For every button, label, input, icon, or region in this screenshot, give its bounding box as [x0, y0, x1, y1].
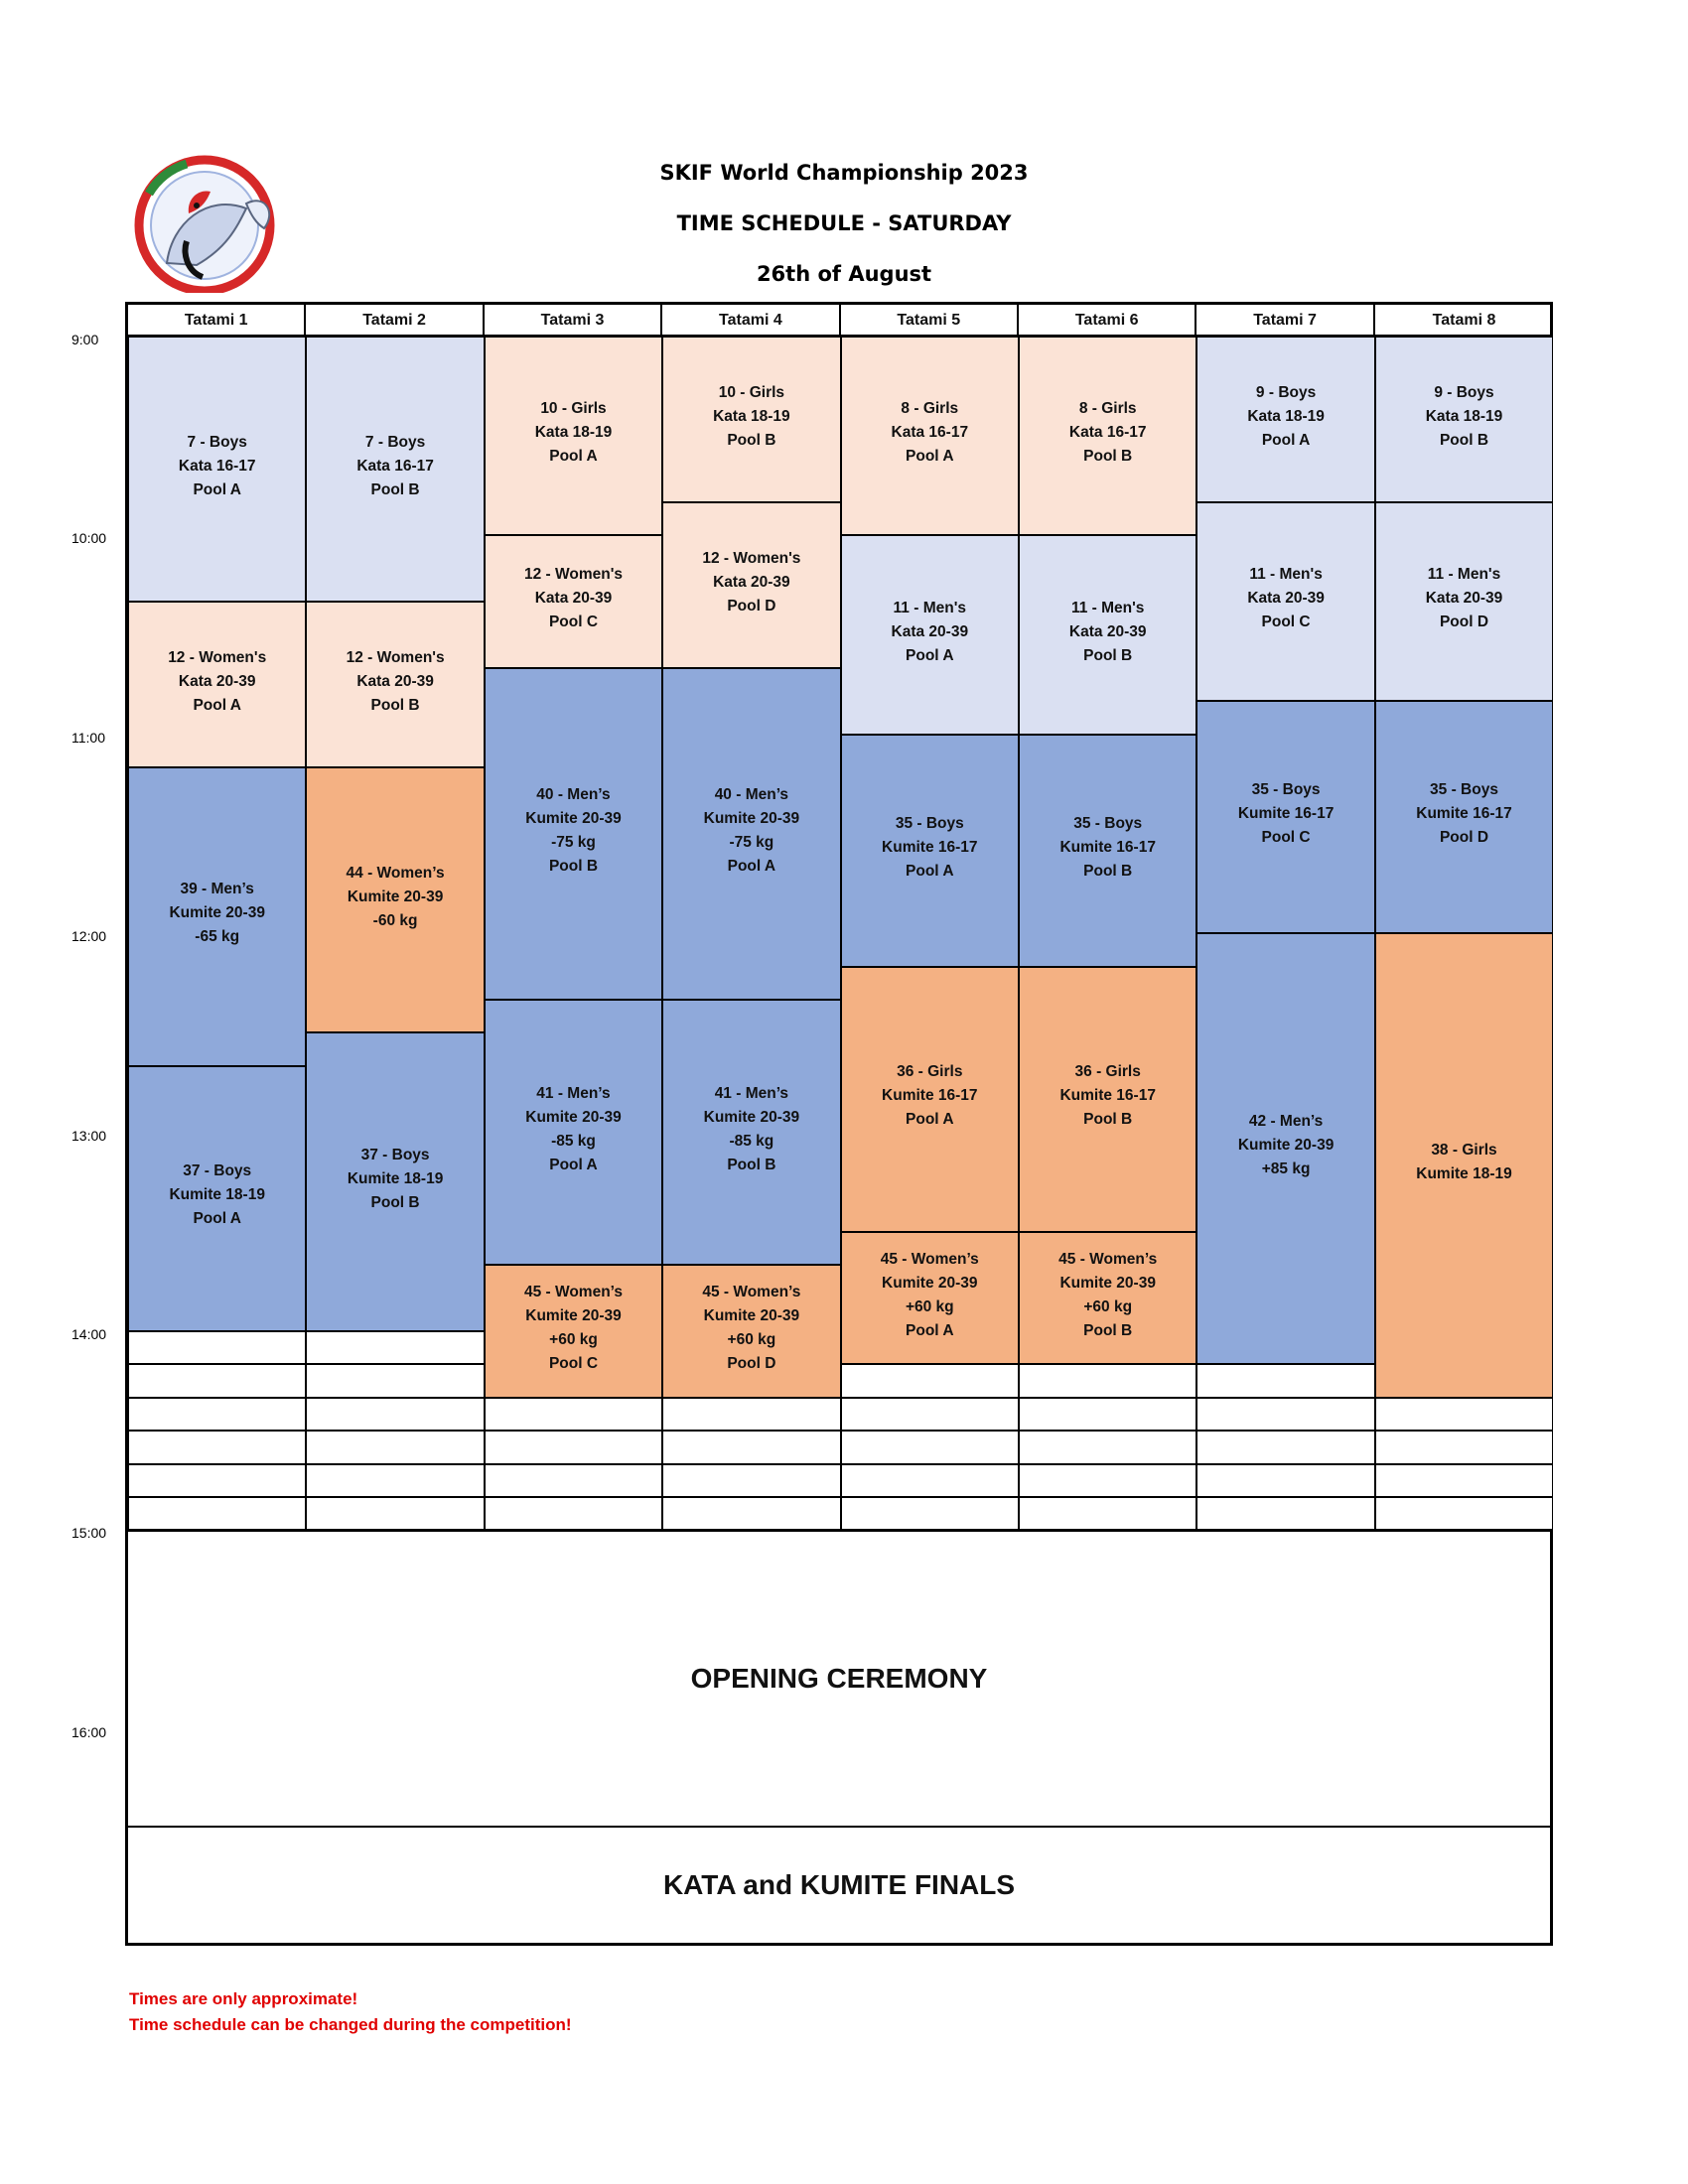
event-line: 35 - Boys — [1073, 814, 1143, 832]
event-line: -75 kg — [729, 834, 774, 851]
event-line: Kata 20-39 — [891, 622, 969, 640]
opening-ceremony-row: OPENING CEREMONY — [128, 1530, 1550, 1826]
empty-slot — [485, 1497, 662, 1530]
event-line: Kata 20-39 — [1425, 590, 1503, 608]
event-line: -75 kg — [551, 834, 596, 851]
time-label: 9:00 — [71, 332, 99, 347]
event-line: 45 - Women’s — [523, 1283, 624, 1300]
event-line: 36 - Girls — [897, 1063, 963, 1081]
empty-slot — [1196, 1398, 1374, 1431]
event-line: Kumite 20-39 — [525, 1306, 622, 1324]
event-block-tatami-5 — [841, 1232, 1019, 1365]
event-line: 35 - Boys — [1430, 781, 1498, 799]
event-line: Kumite 18-19 — [1416, 1164, 1512, 1182]
event-line: 40 - Men’s — [536, 786, 611, 803]
event-line: Pool B — [1083, 646, 1133, 664]
event-line: 12 - Women's — [702, 549, 801, 567]
event-block-tatami-8 — [1375, 337, 1553, 502]
empty-slot — [128, 1364, 306, 1397]
event-block-tatami-2 — [306, 1032, 484, 1331]
page-date: 26th of August — [756, 262, 932, 286]
event-line: 12 - Women's — [346, 648, 445, 666]
empty-slot — [306, 1331, 484, 1364]
empty-slot — [485, 1431, 662, 1463]
empty-slot — [128, 1497, 306, 1530]
event-block-tatami-6 — [1019, 967, 1196, 1232]
note-changeable: Time schedule can be changed during the competition! — [129, 2015, 572, 2034]
championship-logo — [127, 154, 296, 293]
empty-slot — [306, 1398, 484, 1431]
event-block-tatami-4 — [662, 1265, 840, 1398]
event-block-tatami-7 — [1196, 701, 1374, 933]
event-line: Kumite 20-39 — [882, 1274, 978, 1292]
event-line: Kumite 20-39 — [703, 1306, 800, 1324]
event-line: 9 - Boys — [1255, 383, 1317, 401]
empty-slot — [1375, 1398, 1553, 1431]
event-line: Pool A — [1261, 431, 1311, 449]
empty-slot — [841, 1497, 1019, 1530]
event-line: Kumite 20-39 — [347, 887, 444, 905]
empty-slot — [128, 1431, 306, 1463]
event-line: 44 - Women’s — [346, 864, 445, 882]
event-line: Pool A — [727, 858, 776, 875]
event-line: Pool B — [370, 480, 420, 498]
event-line: Pool A — [906, 448, 954, 466]
event-line: 11 - Men's — [1070, 599, 1145, 616]
time-label: 13:00 — [71, 1127, 107, 1144]
empty-slot — [841, 1431, 1019, 1463]
event-block-tatami-2 — [306, 602, 484, 767]
event-line: Kumite 20-39 — [169, 904, 265, 922]
event-line: 10 - Girls — [540, 400, 607, 418]
event-block-tatami-8 — [1375, 502, 1553, 701]
time-label: 14:00 — [71, 1326, 107, 1342]
event-line: 39 - Men’s — [180, 881, 254, 898]
event-line: Pool C — [548, 1354, 599, 1372]
event-line: Kumite 16-17 — [1059, 838, 1156, 856]
event-line: Pool B — [727, 431, 776, 449]
event-line: 37 - Boys — [183, 1162, 252, 1180]
event-line: 10 - Girls — [718, 383, 785, 401]
event-line: 35 - Boys — [895, 814, 964, 832]
event-line: Kata 18-19 — [534, 424, 613, 442]
empty-slot — [1375, 1464, 1553, 1497]
event-block-tatami-1 — [128, 602, 306, 767]
header-tatami-2: Tatami 2 — [306, 305, 484, 337]
event-block-tatami-2 — [306, 767, 484, 1032]
event-line: 11 - Men's — [1249, 566, 1323, 584]
event-line: Pool A — [193, 1210, 241, 1228]
event-block-tatami-1 — [128, 337, 306, 602]
empty-slot — [662, 1464, 840, 1497]
empty-slot — [1375, 1497, 1553, 1530]
event-line: Kumite 16-17 — [1059, 1087, 1156, 1105]
page-subtitle: TIME SCHEDULE - SATURDAY — [676, 211, 1012, 235]
event-line: Pool A — [906, 1321, 954, 1339]
empty-slot — [128, 1331, 306, 1364]
event-block-tatami-7 — [1196, 337, 1374, 502]
event-block-tatami-2 — [306, 337, 484, 602]
event-line: Kata 20-39 — [356, 672, 434, 690]
event-line: Kata 20-39 — [1247, 590, 1325, 608]
empty-slot — [1019, 1497, 1196, 1530]
event-block-tatami-4 — [662, 337, 840, 502]
empty-slot — [485, 1464, 662, 1497]
event-line: Kumite 16-17 — [1237, 805, 1335, 823]
event-line: 42 - Men’s — [1248, 1113, 1324, 1131]
event-line: 35 - Boys — [1251, 781, 1321, 799]
note-approximate: Times are only approximate! — [129, 1989, 358, 2008]
event-line: +60 kg — [549, 1330, 598, 1348]
event-line: Pool D — [1439, 614, 1489, 631]
event-line: Kumite 18-19 — [169, 1186, 265, 1204]
finals-row: KATA and KUMITE FINALS — [128, 1826, 1550, 1943]
empty-slot — [306, 1464, 484, 1497]
empty-slot — [1019, 1364, 1196, 1397]
event-line: +60 kg — [1083, 1297, 1133, 1315]
event-block-tatami-6 — [1019, 337, 1196, 535]
schedule-grid — [125, 302, 1553, 1946]
header-tatami-4: Tatami 4 — [662, 305, 840, 337]
empty-slot — [1375, 1431, 1553, 1463]
event-block-tatami-3 — [485, 1265, 662, 1398]
time-label: 12:00 — [71, 928, 107, 945]
event-block-tatami-5 — [841, 735, 1019, 967]
empty-slot — [485, 1398, 662, 1431]
empty-slot — [1196, 1364, 1374, 1397]
event-line: Kumite 20-39 — [1237, 1137, 1335, 1155]
empty-slot — [662, 1497, 840, 1530]
header-tatami-1: Tatami 1 — [128, 305, 306, 337]
event-line: Pool A — [549, 1156, 598, 1173]
event-line: Pool B — [370, 696, 420, 714]
event-line: 11 - Men's — [1427, 566, 1501, 584]
event-line: Kumite 20-39 — [1059, 1274, 1156, 1292]
event-block-tatami-3 — [485, 337, 662, 535]
event-block-tatami-4 — [662, 1000, 840, 1265]
event-block-tatami-7 — [1196, 502, 1374, 701]
event-line: 7 - Boys — [187, 433, 247, 451]
event-block-tatami-6 — [1019, 1232, 1196, 1365]
event-block-tatami-1 — [128, 1066, 306, 1331]
event-line: 8 - Girls — [901, 400, 959, 418]
event-block-tatami-4 — [662, 502, 840, 668]
empty-slot — [306, 1364, 484, 1397]
event-block-tatami-8 — [1375, 701, 1553, 933]
event-line: 41 - Men’s — [536, 1084, 611, 1102]
event-block-tatami-7 — [1196, 933, 1374, 1364]
event-line: Kata 18-19 — [713, 407, 790, 425]
header-tatami-3: Tatami 3 — [485, 305, 662, 337]
event-line: 45 - Women’s — [880, 1250, 979, 1268]
event-line: 8 - Girls — [1078, 400, 1137, 418]
event-line: Kumite 16-17 — [1416, 805, 1512, 823]
event-line: 45 - Women’s — [702, 1283, 801, 1300]
event-line: Kata 16-17 — [1068, 424, 1147, 442]
empty-slot — [1019, 1464, 1196, 1497]
event-line: Kata 20-39 — [178, 672, 256, 690]
header-tatami-6: Tatami 6 — [1019, 305, 1196, 337]
event-line: +60 kg — [905, 1297, 954, 1315]
event-line: 40 - Men’s — [714, 786, 789, 803]
event-block-tatami-1 — [128, 767, 306, 1066]
event-line: +85 kg — [1261, 1160, 1311, 1178]
event-line: 41 - Men’s — [714, 1084, 789, 1102]
time-label: 10:00 — [71, 530, 107, 547]
event-line: Kata 20-39 — [1068, 622, 1147, 640]
event-line: Kumite 20-39 — [525, 810, 622, 827]
event-block-tatami-3 — [485, 668, 662, 1000]
event-line: Pool B — [1083, 448, 1133, 466]
empty-slot — [841, 1464, 1019, 1497]
empty-slot — [1196, 1431, 1374, 1463]
event-line: Kumite 16-17 — [882, 838, 978, 856]
event-line: Pool B — [1439, 431, 1489, 449]
empty-slot — [128, 1464, 306, 1497]
event-line: Kumite 20-39 — [703, 810, 800, 827]
header-tatami-7: Tatami 7 — [1196, 305, 1374, 337]
event-line: Pool C — [1261, 829, 1311, 847]
event-line: Pool A — [906, 646, 954, 664]
header-tatami-5: Tatami 5 — [841, 305, 1019, 337]
event-line: Pool A — [549, 448, 598, 466]
event-line: Pool B — [370, 1193, 420, 1211]
event-line: Kata 16-17 — [178, 457, 256, 475]
event-line: Pool A — [193, 480, 241, 498]
time-label: 15:00 — [71, 1525, 107, 1542]
event-line: Pool D — [1439, 829, 1489, 847]
event-line: Pool A — [193, 696, 241, 714]
header-tatami-8: Tatami 8 — [1375, 305, 1553, 337]
empty-slot — [1019, 1398, 1196, 1431]
event-line: Pool A — [906, 1111, 954, 1129]
event-line: -85 kg — [729, 1132, 774, 1150]
empty-slot — [841, 1364, 1019, 1397]
event-line: 45 - Women’s — [1058, 1250, 1158, 1268]
event-block-tatami-5 — [841, 535, 1019, 734]
empty-slot — [1019, 1431, 1196, 1463]
event-block-tatami-3 — [485, 1000, 662, 1265]
event-line: Pool C — [548, 614, 599, 631]
event-line: 36 - Girls — [1074, 1063, 1141, 1081]
empty-slot — [1196, 1497, 1374, 1530]
event-block-tatami-6 — [1019, 535, 1196, 734]
event-line: +60 kg — [727, 1330, 776, 1348]
event-line: 37 - Boys — [360, 1146, 430, 1163]
event-block-tatami-4 — [662, 668, 840, 1000]
event-line: -60 kg — [372, 911, 418, 929]
event-line: Kata 18-19 — [1425, 407, 1503, 425]
event-line: Pool A — [906, 862, 954, 880]
empty-slot — [306, 1497, 484, 1530]
empty-slot — [662, 1398, 840, 1431]
event-line: Pool B — [548, 858, 599, 875]
event-line: Pool D — [727, 1354, 776, 1372]
event-line: Pool B — [1083, 862, 1133, 880]
empty-slot — [841, 1398, 1019, 1431]
empty-slot — [128, 1398, 306, 1431]
event-block-tatami-5 — [841, 967, 1019, 1232]
event-line: -65 kg — [195, 928, 240, 946]
page-title: SKIF World Championship 2023 — [659, 161, 1029, 185]
event-line: 9 - Boys — [1434, 383, 1494, 401]
event-line: 11 - Men's — [893, 599, 967, 616]
event-line: Kumite 20-39 — [525, 1108, 622, 1126]
event-line: 12 - Women's — [168, 648, 267, 666]
time-label: 11:00 — [71, 729, 105, 746]
time-label: 16:00 — [71, 1723, 107, 1740]
event-line: 12 - Women's — [523, 566, 623, 584]
event-line: Kata 16-17 — [356, 457, 434, 475]
empty-slot — [306, 1431, 484, 1463]
event-line: 38 - Girls — [1431, 1141, 1497, 1159]
event-line: Kumite 16-17 — [882, 1087, 978, 1105]
event-line: -85 kg — [551, 1132, 596, 1150]
event-block-tatami-6 — [1019, 735, 1196, 967]
event-line: Pool B — [727, 1156, 776, 1173]
event-block-tatami-8 — [1375, 933, 1553, 1398]
event-line: Pool D — [727, 597, 776, 614]
event-line: Kata 20-39 — [713, 573, 790, 591]
event-line: Pool B — [1083, 1111, 1133, 1129]
event-line: Kumite 20-39 — [703, 1108, 800, 1126]
empty-slot — [1196, 1464, 1374, 1497]
event-block-tatami-3 — [485, 535, 662, 668]
event-line: Pool B — [1083, 1321, 1133, 1339]
event-line: Kata 20-39 — [534, 590, 613, 608]
event-line: Kata 16-17 — [891, 424, 969, 442]
empty-slot — [662, 1431, 840, 1463]
event-line: 7 - Boys — [364, 433, 426, 451]
event-line: Pool C — [1261, 614, 1311, 631]
event-block-tatami-5 — [841, 337, 1019, 535]
event-line: Kumite 18-19 — [347, 1169, 444, 1187]
event-line: Kata 18-19 — [1247, 407, 1325, 425]
